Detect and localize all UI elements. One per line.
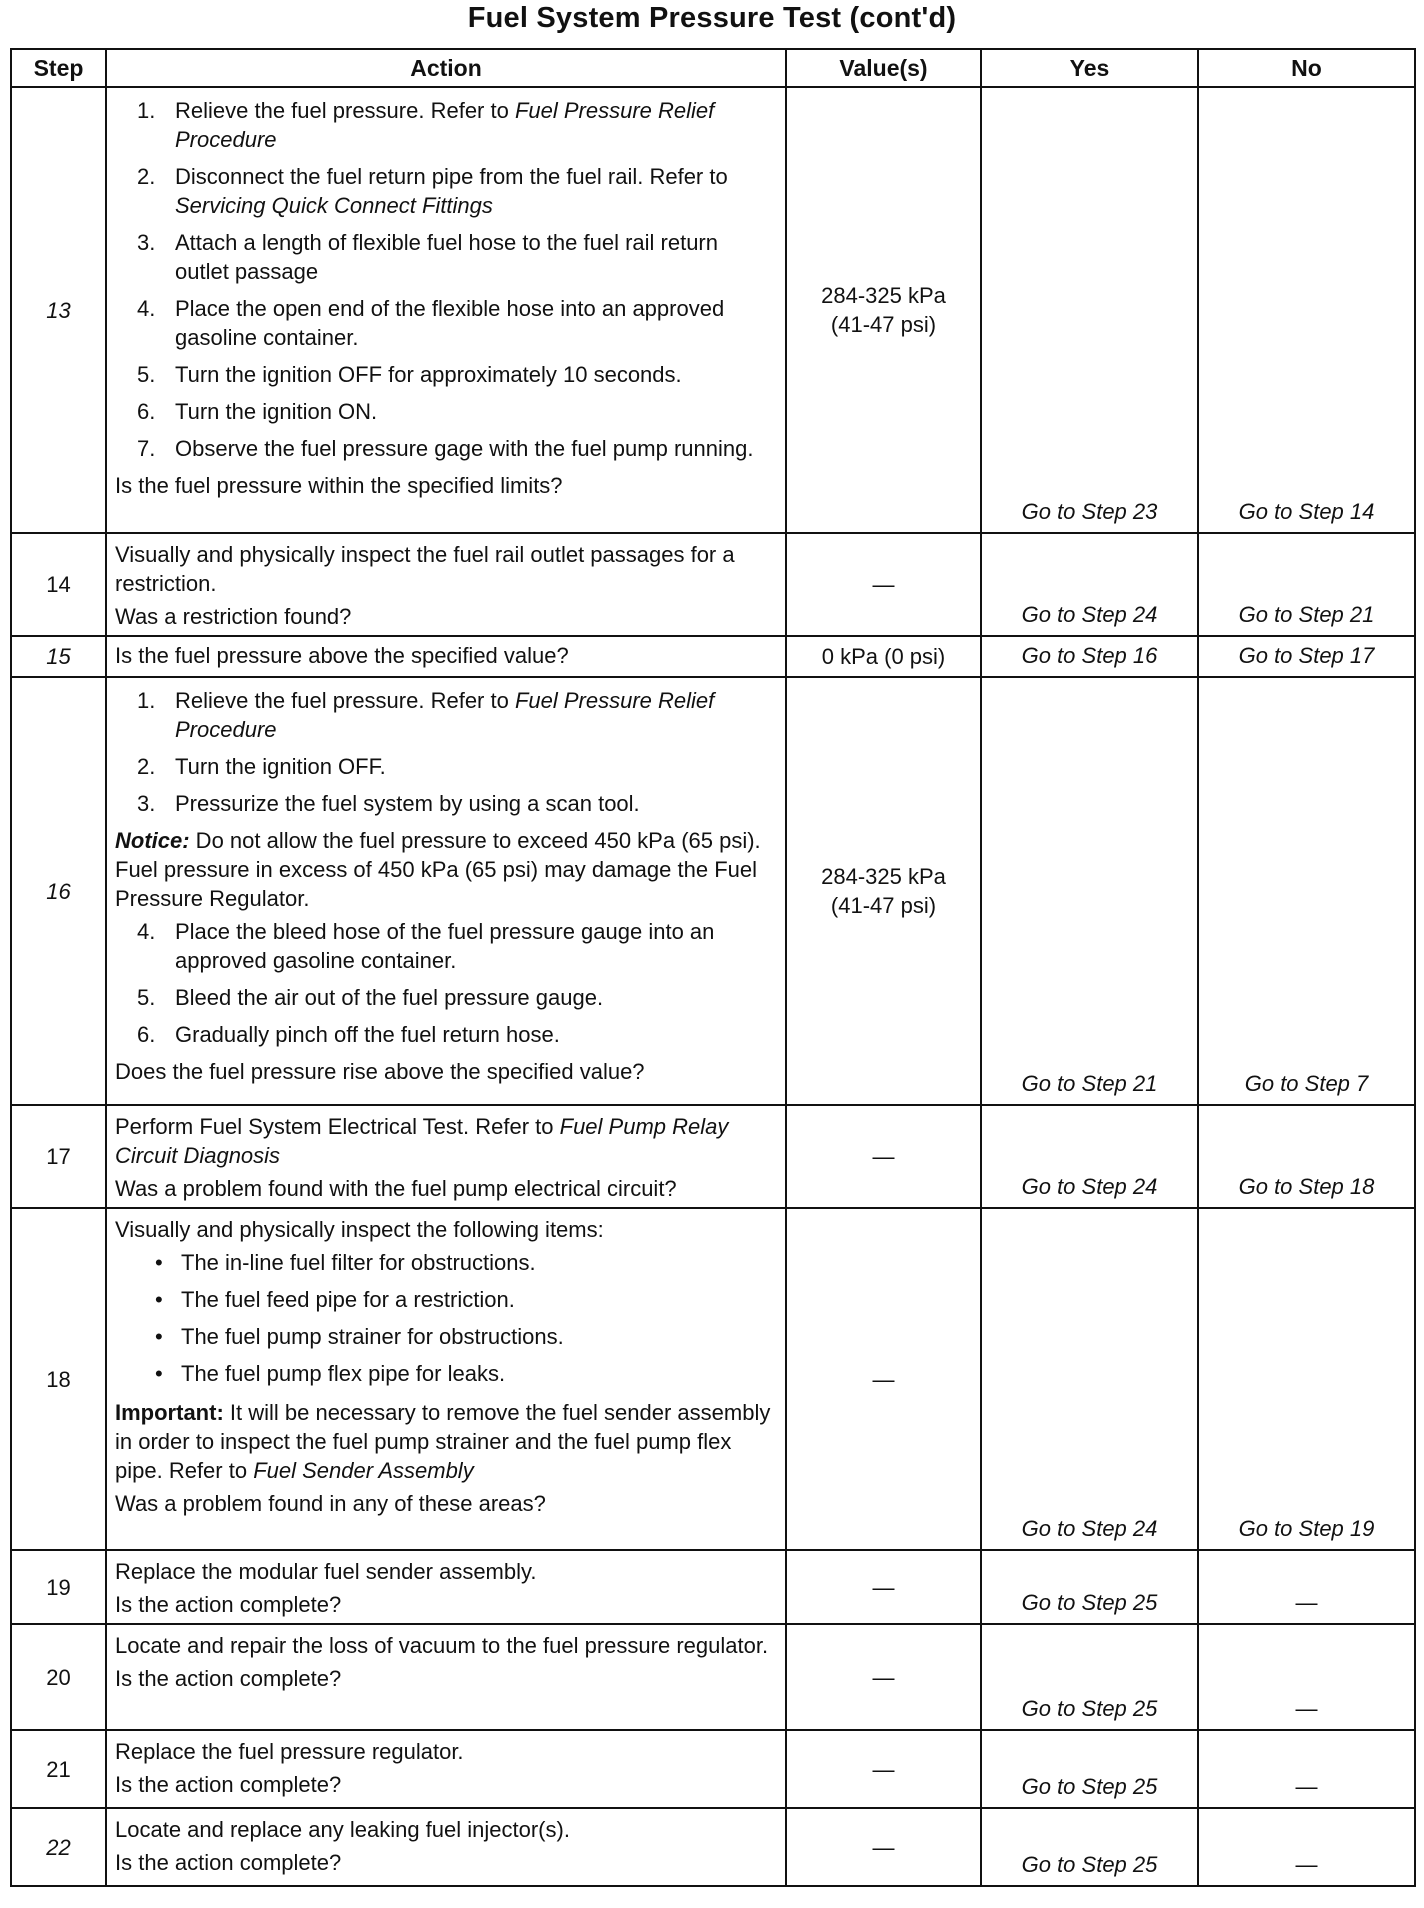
reference-link: Fuel Pressure Relief Procedure: [175, 98, 715, 152]
question-text: Is the fuel pressure above the specified value?: [115, 643, 569, 668]
list-item: 6. Gradually pinch off the fuel return hose.: [137, 1022, 560, 1047]
value-cell: 284-325 kPa (41-47 psi): [786, 87, 981, 533]
value-cell: —: [786, 533, 981, 636]
step-number: 21: [11, 1730, 106, 1808]
table-row-step-20: [11, 1624, 1415, 1730]
yes-cell: Go to Step 24: [981, 1105, 1198, 1208]
action-cell: [106, 1730, 786, 1808]
header-step: Step: [11, 49, 106, 87]
action-text: Visually and physically inspect the following items:: [115, 1217, 604, 1242]
action-text: Replace the modular fuel sender assembly.: [115, 1559, 537, 1584]
important-label: Important:: [115, 1400, 224, 1425]
no-cell: —: [1198, 1550, 1415, 1624]
list-item: 7. Observe the fuel pressure gage with the fuel pump running.: [137, 436, 754, 461]
table-row-step-14: [11, 533, 1415, 636]
no-cell: Go to Step 17: [1198, 636, 1415, 677]
table-row-step-18: [11, 1208, 1415, 1550]
list-item: 1. Relieve the fuel pressure. Refer to Fuel Pressure Relief Procedure: [137, 688, 715, 742]
action-cell: [106, 1624, 786, 1730]
yes-cell: Go to Step 23: [981, 87, 1198, 533]
step-number: 18: [11, 1208, 106, 1550]
yes-cell: Go to Step 16: [981, 636, 1198, 677]
value-cell: —: [786, 1624, 981, 1730]
step-number: 15: [11, 636, 106, 677]
question-text: Is the action complete?: [115, 1772, 342, 1797]
value-cell: —: [786, 1105, 981, 1208]
no-cell: Go to Step 18: [1198, 1105, 1415, 1208]
reference-link: Fuel Pressure Relief Procedure: [175, 688, 715, 742]
step-number: 17: [11, 1105, 106, 1208]
question-text: Was a problem found with the fuel pump electrical circuit?: [115, 1176, 677, 1201]
action-cell: [106, 1550, 786, 1624]
list-item: 1. Relieve the fuel pressure. Refer to Fuel Pressure Relief Procedure: [137, 98, 715, 152]
question-text: Was a restriction found?: [115, 604, 352, 629]
reference-link: Fuel Pump Relay Circuit Diagnosis: [115, 1114, 729, 1168]
header-no: No: [1198, 49, 1415, 87]
important-paragraph: Important: It will be necessary to remove the fuel sender assembly in order to inspect the fuel pump strainer and the fuel pump flex pipe. Refer to Fuel Sender Assembly: [115, 1400, 771, 1483]
header-values: Value(s): [786, 49, 981, 87]
table-row-step-15: [11, 636, 1415, 677]
action-text: Locate and repair the loss of vacuum to the fuel pressure regulator.: [115, 1633, 769, 1658]
action-cell: [106, 533, 786, 636]
no-cell: Go to Step 19: [1198, 1208, 1415, 1550]
value-cell: —: [786, 1550, 981, 1624]
list-item: 3. Attach a length of flexible fuel hose to the fuel rail return outlet passage: [137, 230, 718, 284]
list-item: 2. Turn the ignition OFF.: [137, 754, 386, 779]
notice-label: Notice:: [115, 828, 190, 853]
value-cell: 0 kPa (0 psi): [786, 636, 981, 677]
list-item: 6. Turn the ignition ON.: [137, 399, 378, 424]
step-number: 22: [11, 1808, 106, 1886]
action-text: Visually and physically inspect the fuel rail outlet passages for a restriction.: [115, 542, 735, 596]
value-cell: —: [786, 1208, 981, 1550]
yes-cell: Go to Step 25: [981, 1730, 1198, 1808]
yes-cell: Go to Step 25: [981, 1808, 1198, 1886]
list-item: • The fuel pump flex pipe for leaks.: [155, 1361, 506, 1386]
step-number: 16: [11, 677, 106, 1105]
action-cell: [106, 1808, 786, 1886]
action-cell: [106, 677, 786, 1105]
yes-cell: Go to Step 24: [981, 1208, 1198, 1550]
list-item: • The fuel feed pipe for a restriction.: [155, 1287, 515, 1312]
list-item: 4. Place the open end of the flexible hose into an approved gasoline container.: [137, 296, 725, 350]
list-item: 2. Disconnect the fuel return pipe from the fuel rail. Refer to Servicing Quick Connect Fittings: [137, 164, 728, 218]
step-number: 14: [11, 533, 106, 636]
step-number: 13: [11, 87, 106, 533]
action-cell: [106, 87, 786, 533]
yes-cell: Go to Step 25: [981, 1624, 1198, 1730]
list-item: 5. Bleed the air out of the fuel pressure gauge.: [137, 985, 604, 1010]
table-row-step-22: [11, 1808, 1415, 1886]
reference-link: Servicing Quick Connect Fittings: [175, 193, 493, 218]
step-number: 20: [11, 1624, 106, 1730]
action-cell: [106, 1208, 786, 1550]
value-cell: 284-325 kPa (41-47 psi): [786, 677, 981, 1105]
table-row-step-21: [11, 1730, 1415, 1808]
question-text: Was a problem found in any of these areas?: [115, 1491, 546, 1516]
table-row-step-17: [11, 1105, 1415, 1208]
no-cell: —: [1198, 1730, 1415, 1808]
list-item: 3. Pressurize the fuel system by using a scan tool.: [137, 791, 640, 816]
page-title: Fuel System Pressure Test (cont'd): [467, 2, 957, 34]
no-cell: Go to Step 21: [1198, 533, 1415, 636]
action-text: Replace the fuel pressure regulator.: [115, 1739, 464, 1764]
list-item: 5. Turn the ignition OFF for approximately 10 seconds.: [137, 362, 682, 387]
no-cell: Go to Step 14: [1198, 87, 1415, 533]
question-text: Is the fuel pressure within the specified limits?: [115, 473, 563, 498]
step-number: 19: [11, 1550, 106, 1624]
yes-cell: Go to Step 21: [981, 677, 1198, 1105]
action-text: Perform Fuel System Electrical Test. Refer to Fuel Pump Relay Circuit Diagnosis: [115, 1114, 729, 1168]
procedure-table: [10, 48, 1416, 1887]
header-yes: Yes: [981, 49, 1198, 87]
value-cell: —: [786, 1730, 981, 1808]
no-cell: Go to Step 7: [1198, 677, 1415, 1105]
value-cell: —: [786, 1808, 981, 1886]
question-text: Is the action complete?: [115, 1850, 342, 1875]
header-action: Action: [106, 49, 786, 87]
action-cell: [106, 636, 786, 677]
list-item: 4. Place the bleed hose of the fuel pressure gauge into an approved gasoline container.: [137, 919, 715, 973]
question-text: Is the action complete?: [115, 1592, 342, 1617]
action-text: Locate and replace any leaking fuel injector(s).: [115, 1817, 570, 1842]
list-item: • The in-line fuel filter for obstructions.: [155, 1250, 536, 1275]
question-text: Is the action complete?: [115, 1666, 342, 1691]
yes-cell: Go to Step 24: [981, 533, 1198, 636]
table-row-step-16: [11, 677, 1415, 1105]
no-cell: —: [1198, 1624, 1415, 1730]
action-cell: [106, 1105, 786, 1208]
yes-cell: Go to Step 25: [981, 1550, 1198, 1624]
table-header-row: [11, 49, 1415, 87]
no-cell: —: [1198, 1808, 1415, 1886]
question-text: Does the fuel pressure rise above the specified value?: [115, 1059, 645, 1084]
reference-link: Fuel Sender Assembly: [253, 1458, 474, 1483]
notice-paragraph: Notice: Do not allow the fuel pressure to exceed 450 kPa (65 psi). Fuel pressure in excess of 450 kPa (65 psi) may damage the Fuel Pressure Regulator.: [115, 828, 761, 911]
table-row-step-19: [11, 1550, 1415, 1624]
table-row-step-13: [11, 87, 1415, 533]
list-item: • The fuel pump strainer for obstructions.: [155, 1324, 564, 1349]
